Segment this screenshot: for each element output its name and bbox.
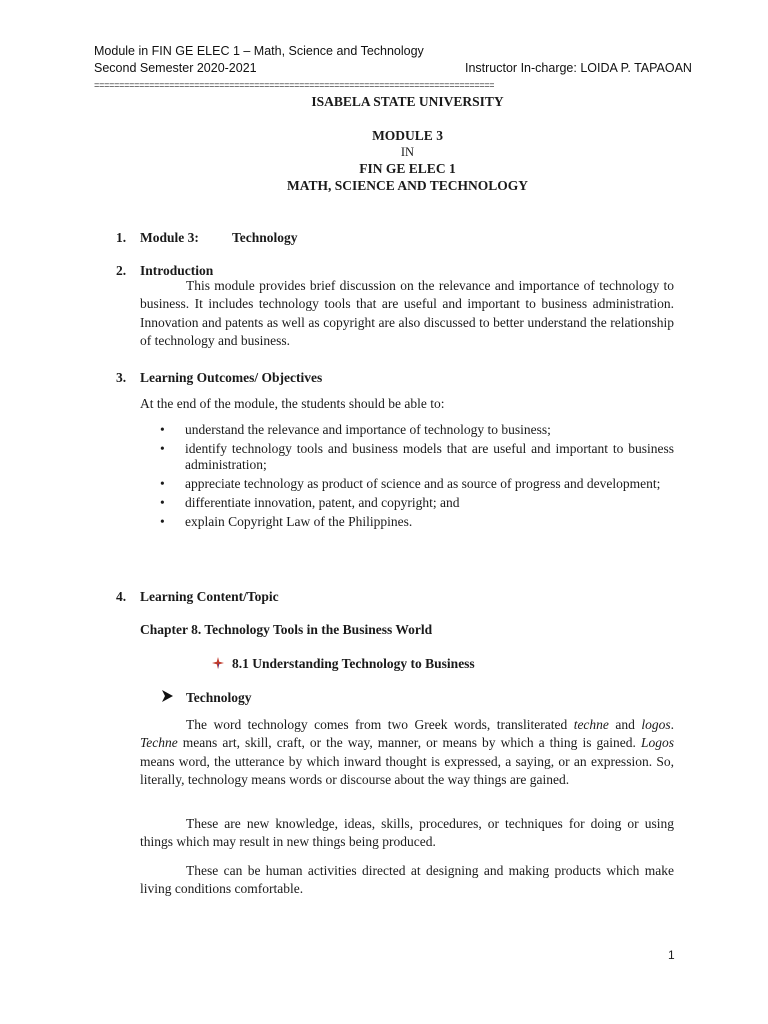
- section-4-number: 4.: [116, 589, 127, 604]
- module-in: IN: [400, 145, 415, 159]
- objectives-list: [140, 422, 674, 533]
- bullet-icon: •: [160, 513, 165, 529]
- introduction-paragraph: [140, 277, 674, 351]
- section-1-value: Technology: [232, 230, 298, 245]
- bullet-icon: •: [160, 494, 165, 510]
- header-instructor: Instructor In-charge: LOIDA P. TAPAOAN: [465, 61, 692, 75]
- bullet-icon: •: [160, 440, 165, 456]
- bullet-icon: •: [160, 422, 165, 437]
- arrowhead-icon: [162, 690, 173, 702]
- header-semester: Second Semester 2020-2021: [94, 61, 257, 75]
- section-2-label: Introduction: [140, 263, 214, 278]
- list-item: • explain Copyright Law of the Philippines.: [160, 513, 413, 529]
- subject-title: MATH, SCIENCE AND TECHNOLOGY: [286, 178, 529, 193]
- course-title: FIN GE ELEC 1: [359, 161, 456, 176]
- list-item: • identify technology tools and business models that are useful and important to business administration;: [160, 440, 674, 473]
- subsection-title: 8.1 Understanding Technology to Business: [232, 656, 475, 671]
- technology-paragraph-3: These can be human activities directed at designing and making products which make living conditions comfortable.: [140, 863, 674, 897]
- introduction-text: This module provides brief discussion on the relevance and importance of technology to business. It includes technology tools that are useful and important to business administration. Innovation and patents as well as copyright are also discussed to better understand the relationship of technology and business.: [140, 278, 674, 349]
- section-1-number: 1.: [116, 230, 127, 245]
- list-item: • understand the relevance and importance of technology to business;: [160, 422, 551, 437]
- section-1-label: Module 3:: [140, 230, 199, 245]
- section-4-label: Learning Content/Topic: [140, 589, 279, 604]
- four-point-star-icon: [212, 657, 224, 669]
- module-title: MODULE 3: [372, 128, 443, 143]
- header-module-line: Module in FIN GE ELEC 1 – Math, Science and Technology: [94, 44, 424, 58]
- page-number: 1: [668, 948, 675, 962]
- technology-paragraph-1: The word technology comes from two Greek words, transliterated techne and logos. Techne means art, skill, craft, or the way, manner, or means by which a thing is gained. Logos means word, the utterance by which inward thought is expressed, a saying, or an expression. So, literally, technology means words or discourse about the way things are gained.: [140, 717, 674, 788]
- bullet-icon: •: [160, 476, 165, 492]
- section-3-number: 3.: [116, 370, 127, 385]
- objectives-lead: [140, 395, 674, 413]
- university-title: ISABELA STATE UNIVERSITY: [311, 94, 504, 109]
- technology-paragraph-2: These are new knowledge, ideas, skills, procedures, or techniques for doing or using things which may result in new things being produced.: [140, 816, 674, 850]
- header-divider: ================================================================================: [94, 81, 495, 91]
- chapter-title: Chapter 8. Technology Tools in the Business World: [140, 622, 433, 637]
- section-2-number: 2.: [116, 263, 127, 278]
- topic-title: Technology: [186, 690, 252, 705]
- list-item: • differentiate innovation, patent, and copyright; and: [160, 494, 460, 510]
- section-3-label: Learning Outcomes/ Objectives: [140, 370, 323, 385]
- objectives-lead-text: At the end of the module, the students should be able to:: [140, 396, 445, 411]
- list-item: • appreciate technology as product of science and as source of progress and development;: [160, 476, 661, 492]
